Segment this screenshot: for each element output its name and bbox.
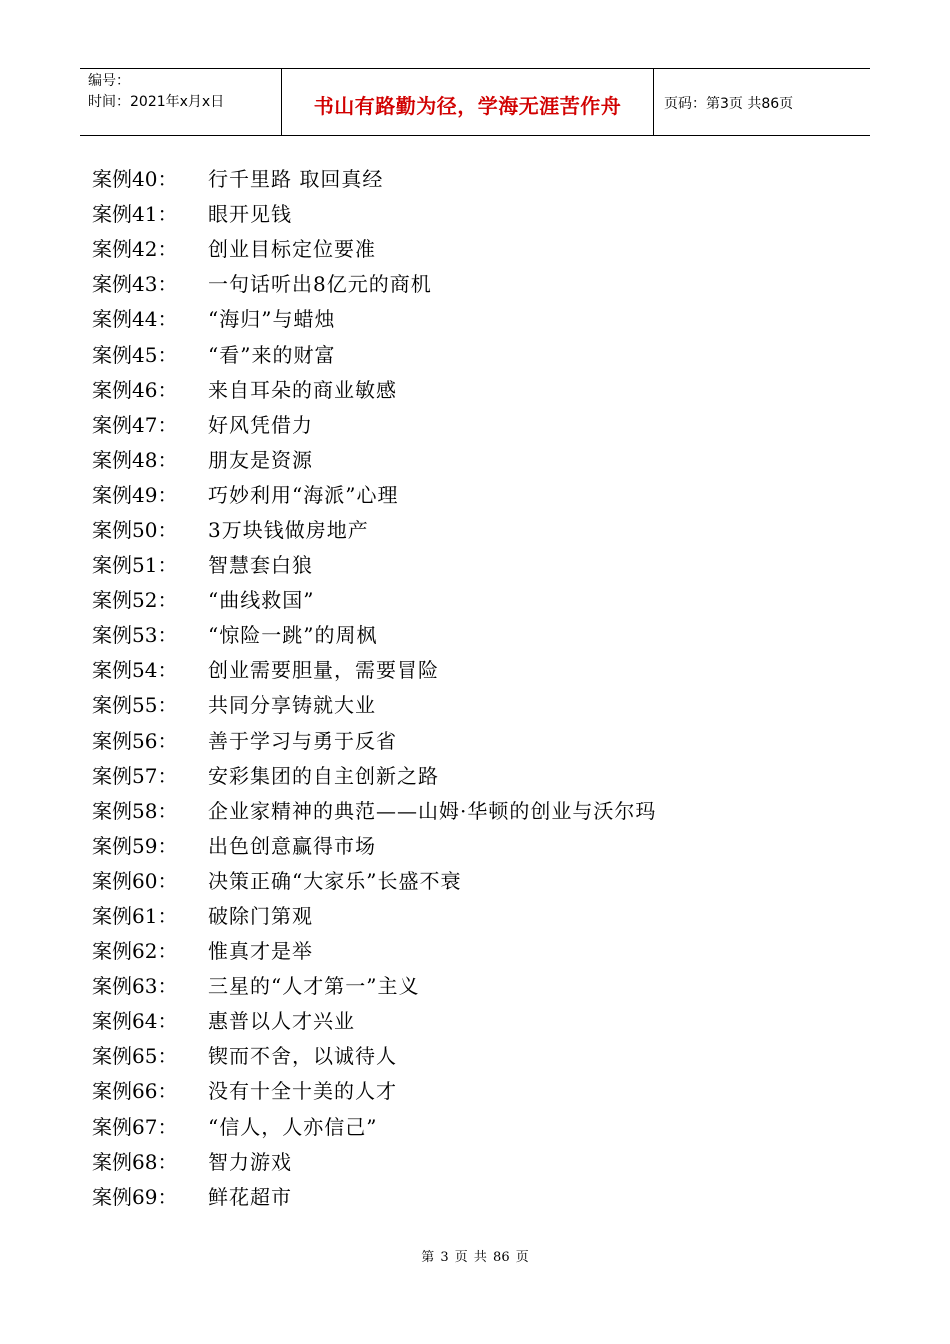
case-list-item [92, 1072, 656, 1107]
case-number: 案例42： [92, 237, 178, 262]
case-number: 案例67： [92, 1114, 178, 1139]
case-title: 安彩集团的自主创新之路 [208, 763, 439, 788]
case-title: 来自耳朵的商业敏感 [208, 377, 397, 402]
case-list-item [92, 581, 656, 616]
case-list-item [92, 1143, 656, 1178]
case-title: 没有十全十美的人才 [208, 1079, 397, 1104]
case-number: 案例51： [92, 553, 178, 578]
case-number: 案例63： [92, 974, 178, 999]
case-list-item [92, 967, 656, 1002]
case-list-item [92, 792, 656, 827]
header-motto-cell [282, 69, 654, 135]
case-list-item [92, 441, 656, 476]
case-list-item [92, 265, 656, 300]
case-title: 善于学习与勇于反省 [208, 728, 397, 753]
case-title: 3万块钱做房地产 [208, 517, 369, 542]
header-motto: 书山有路勤为径，学海无涯苦作舟 [313, 93, 622, 118]
case-title: 一句话听出8亿元的商机 [208, 272, 432, 297]
case-title: “信人，人亦信己” [208, 1114, 378, 1139]
page-footer: 第 3 页 共 86 页 [421, 1250, 529, 1265]
case-list-item [92, 897, 656, 932]
case-list-item [92, 722, 656, 757]
case-title: 惠普以人才兴业 [208, 1009, 355, 1034]
case-list-item [92, 1002, 656, 1037]
case-list-item [92, 932, 656, 967]
case-title: 智力游戏 [208, 1149, 292, 1174]
case-title: “曲线救国” [208, 588, 315, 613]
case-list-item [92, 1108, 656, 1143]
document-date-label: 时间：2021年x月x日 [88, 94, 225, 110]
case-list-item [92, 616, 656, 651]
case-number: 案例55： [92, 693, 178, 718]
case-number: 案例54： [92, 658, 178, 683]
case-title: 三星的“人才第一”主义 [208, 974, 420, 999]
case-title: 创业目标定位要准 [208, 237, 376, 262]
case-title: 锲而不舍，以诚待人 [208, 1044, 397, 1069]
case-title: 决策正确“大家乐”长盛不衰 [208, 868, 462, 893]
case-title: “惊险一跳”的周枫 [208, 623, 378, 648]
case-number: 案例65： [92, 1044, 178, 1069]
case-title: “海归”与蜡烛 [208, 307, 336, 332]
case-number: 案例62： [92, 939, 178, 964]
case-number: 案例64： [92, 1009, 178, 1034]
case-number: 案例47： [92, 412, 178, 437]
case-list-item [92, 335, 656, 370]
header-page-cell [654, 69, 870, 135]
case-list-item [92, 160, 656, 195]
case-number: 案例41： [92, 202, 178, 227]
case-number: 案例66： [92, 1079, 178, 1104]
header-meta-cell [80, 69, 282, 135]
case-number: 案例52： [92, 588, 178, 613]
case-number: 案例44： [92, 307, 178, 332]
case-list-item [92, 1037, 656, 1072]
case-title: 好风凭借力 [208, 412, 313, 437]
case-list-item [92, 476, 656, 511]
case-number: 案例43： [92, 272, 178, 297]
case-list-item [92, 757, 656, 792]
case-title: 巧妙利用“海派”心理 [208, 482, 399, 507]
case-number: 案例61： [92, 904, 178, 929]
case-title: 惟真才是举 [208, 939, 313, 964]
case-title: 朋友是资源 [208, 447, 313, 472]
case-title: 智慧套白狼 [208, 553, 313, 578]
case-list-item [92, 371, 656, 406]
case-title: 出色创意赢得市场 [208, 833, 376, 858]
case-title: 企业家精神的典范——山姆·华顿的创业与沃尔玛 [208, 798, 657, 823]
case-number: 案例46： [92, 377, 178, 402]
case-list-item [92, 195, 656, 230]
case-list-item [92, 230, 656, 265]
case-list-item [92, 546, 656, 581]
document-number-label: 编号： [88, 73, 130, 89]
header-page-info: 页码：第3页 共86页 [664, 96, 794, 112]
case-number: 案例60： [92, 868, 178, 893]
case-list-item [92, 862, 656, 897]
case-title: 共同分享铸就大业 [208, 693, 376, 718]
case-number: 案例49： [92, 482, 178, 507]
case-number: 案例48： [92, 447, 178, 472]
case-number: 案例56： [92, 728, 178, 753]
case-number: 案例45： [92, 342, 178, 367]
case-list-item [92, 511, 656, 546]
case-number: 案例58： [92, 798, 178, 823]
case-number: 案例69： [92, 1184, 178, 1209]
page-header [80, 68, 870, 136]
case-list-item [92, 827, 656, 862]
case-title: 鲜花超市 [208, 1184, 292, 1209]
case-list-item [92, 1178, 656, 1213]
case-title: 行千里路 取回真经 [208, 167, 384, 192]
case-title: “看”来的财富 [208, 342, 336, 367]
case-number: 案例57： [92, 763, 178, 788]
case-number: 案例50： [92, 517, 178, 542]
case-number: 案例59： [92, 833, 178, 858]
case-list-item [92, 686, 656, 721]
case-list-item [92, 651, 656, 686]
case-title: 眼开见钱 [208, 202, 292, 227]
case-list-item [92, 300, 656, 335]
case-title: 破除门第观 [208, 904, 313, 929]
case-number: 案例53： [92, 623, 178, 648]
case-number: 案例40： [92, 167, 178, 192]
case-number: 案例68： [92, 1149, 178, 1174]
case-list-item [92, 406, 656, 441]
case-list [92, 160, 656, 1213]
case-title: 创业需要胆量，需要冒险 [208, 658, 439, 683]
